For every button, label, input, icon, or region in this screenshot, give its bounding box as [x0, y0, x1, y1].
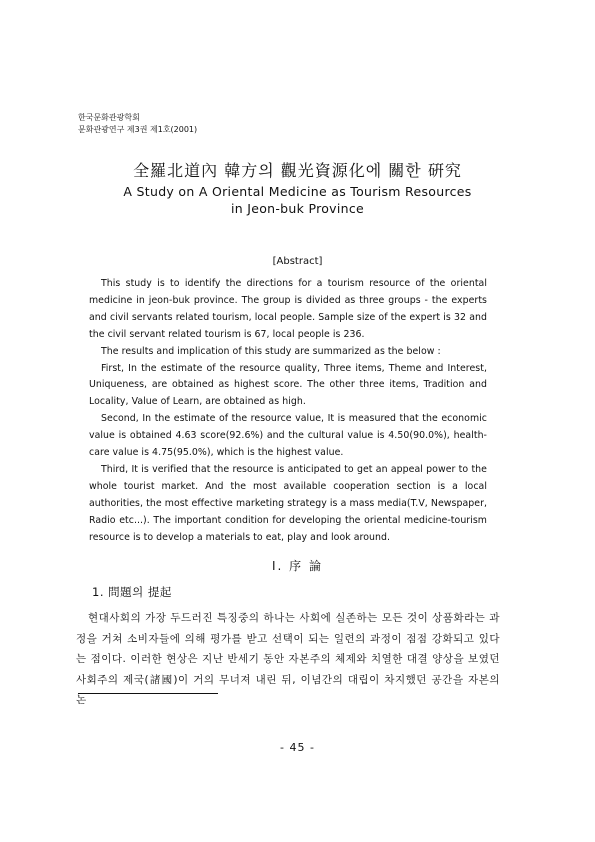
society-name: 한국문화관광학회 [78, 113, 140, 122]
subsection-heading: 1. 問題의 提起 [92, 585, 172, 599]
journal-citation: 문화관광연구 제3권 제1호(2001) [78, 125, 198, 134]
abstract-body [89, 276, 487, 547]
abstract-paragraph: First, In the estimate of the resource quality, Three items, Theme and Interest, Uniqueness, are obtained as highest score. The other three items, Tradition and Locality, Value of Learn, are obtained as high. [89, 362, 487, 408]
abstract-heading: [Abstract] [272, 256, 323, 267]
section-heading: Ⅰ. 序 論 [272, 559, 323, 573]
page-number: - 45 - [280, 741, 315, 754]
korean-title: 全羅北道內 韓方의 觀光資源化에 關한 硏究 [133, 161, 462, 180]
english-title-line-2: in Jeon-buk Province [230, 201, 365, 216]
body-text [76, 608, 500, 711]
abstract-paragraph: This study is to identify the directions for a tourism resource of the oriental medicine in jeon-buk province. The group is divided as three groups - the experts and civil servants related tourism, local people. Sample size of the expert is 32 and the civil servant related tourism is 67, local people is 236. [89, 278, 487, 340]
english-title-line-1: A Study on A Oriental Medicine as Tourism Resources [123, 184, 472, 199]
abstract-paragraph: Second, In the estimate of the resource value, It is measured that the economic value is obtained 4.63 score(92.6%) and the cultural value is 4.50(90.0%), health-care value is 4.75(95.0%), which is the highest value. [89, 413, 487, 459]
body-paragraph: 현대사회의 가장 두드러진 특징중의 하나는 사회에 실존하는 모든 것이 상품화라는 과정을 거쳐 소비자들에 의해 평가를 받고 선택이 되는 일련의 과정이 점점 강화되고 있다는 점이다. 이러한 현상은 지난 반세기 동안 자본주의 체제와 치열한 대결 양상을 보였던 사회주의 제국(諸國)이 거의 무너져 내린 뒤, 이념간의 대립이 차지했던 공간을 자본의 논 [76, 612, 500, 706]
abstract-paragraph: The results and implication of this study are summarized as the below : [101, 345, 441, 357]
abstract-paragraph: Third, It is verified that the resource is anticipated to get an appeal power to the whole tourist market. And the most available cooperation section is a local authorities, the most effective marketing strategy is a mass media(T.V, Newspaper, Radio etc...). The important condition for developing the oriental medicine-tourism resource is to develop a materials to eat, play and look around. [89, 463, 487, 543]
footnote-separator [78, 693, 218, 694]
english-title [0, 183, 595, 217]
